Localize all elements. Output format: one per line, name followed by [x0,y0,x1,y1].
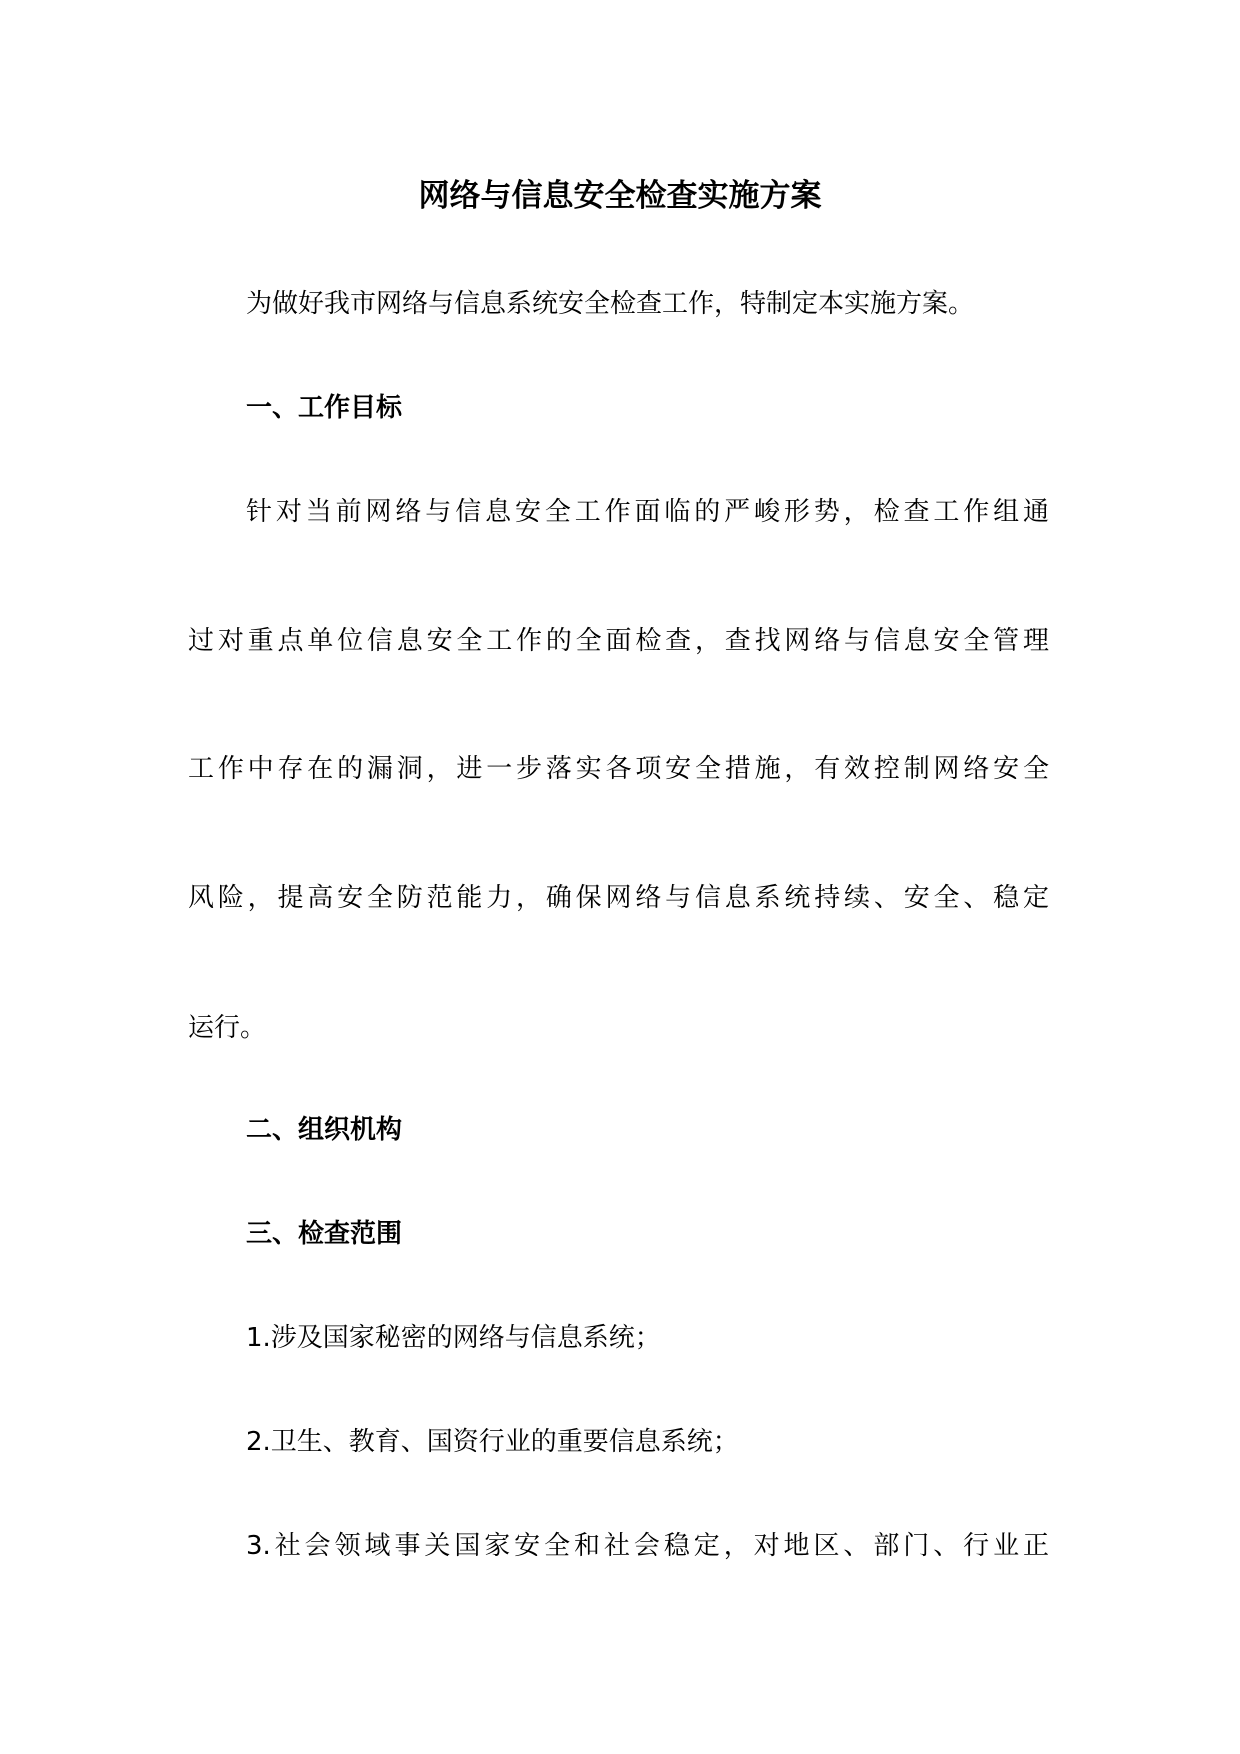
intro-paragraph: 为做好我市网络与信息系统安全检查工作，特制定本实施方案。 [246,289,975,319]
scope-list-item: 2.卫生、教育、国资行业的重要信息系统； [246,1427,739,1457]
goals-paragraph-line: 运行。 [188,1013,267,1043]
goals-paragraph-line: 工作中存在的漏洞，进一步落实各项安全措施，有效控制网络安全 [188,754,1049,784]
scope-list-item: 3.社会领域事关国家安全和社会稳定，对地区、部门、行业正 [246,1531,1049,1561]
goals-paragraph-line: 过对重点单位信息安全工作的全面检查，查找网络与信息安全管理 [188,626,1049,656]
scope-list-item: 1.涉及国家秘密的网络与信息系统； [246,1323,661,1353]
document-title: 网络与信息安全检查实施方案 [418,178,822,214]
goals-paragraph-line: 针对当前网络与信息安全工作面临的严峻形势，检查工作组通 [246,497,1049,527]
section-heading-goals: 一、工作目标 [246,393,403,423]
section-heading-organization: 二、组织机构 [246,1115,403,1145]
section-heading-scope: 三、检查范围 [246,1219,403,1249]
goals-paragraph-line: 风险，提高安全防范能力，确保网络与信息系统持续、安全、稳定 [188,883,1049,913]
